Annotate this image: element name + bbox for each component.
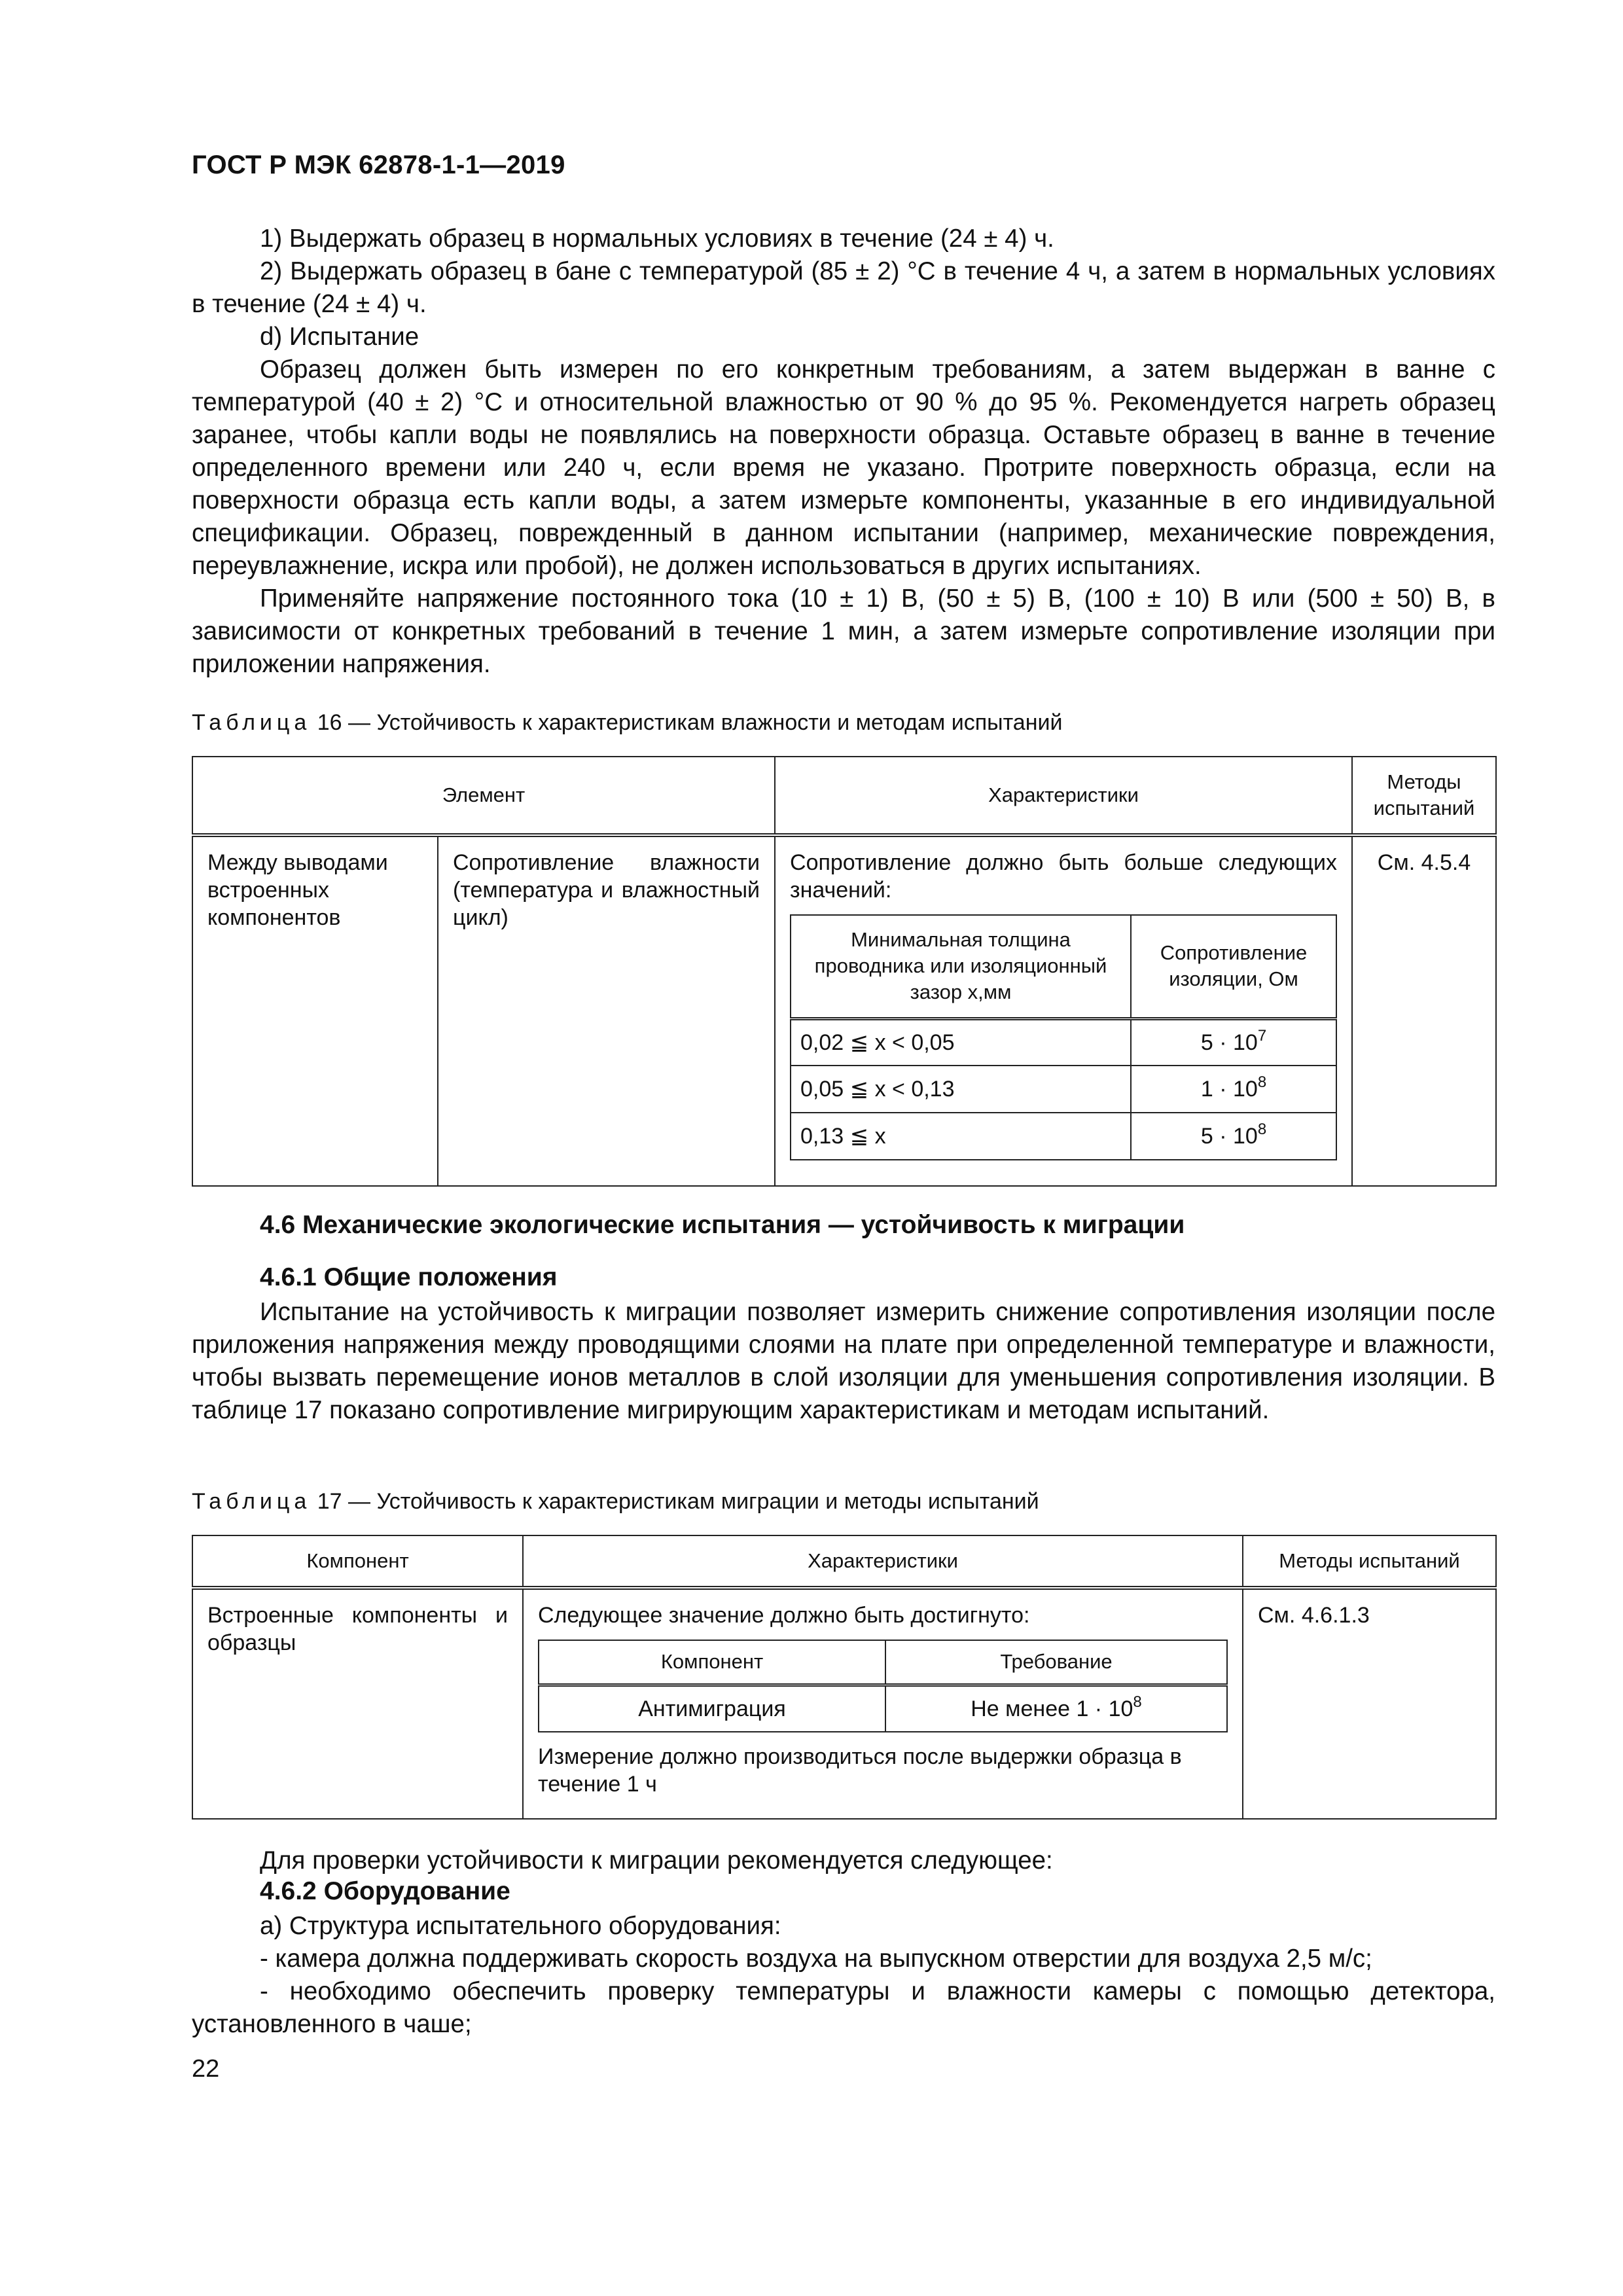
- inner-range: 0,02 ≦ x < 0,05: [791, 1018, 1131, 1066]
- inner-header-thickness: Минимальная толщина проводника или изоляционный зазор x,мм: [791, 915, 1131, 1018]
- inner-header-requirement: Требование: [885, 1640, 1227, 1685]
- table16-header-characteristics: Характеристики: [775, 757, 1352, 835]
- table16-char-text: Сопротивление должно быть больше следующих значений:: [790, 850, 1338, 903]
- table16-element-terminals: Между выводами встроенных компонентов: [192, 835, 438, 1186]
- table17-component: Встроенные компоненты и образцы: [192, 1588, 523, 1819]
- intro-paragraph: Образец должен быть измерен по его конкретным требованиям, а затем выдержан в ванне с температурой (40 ± 2) °С и относительной влажностью от 90 % до 95 %. Рекомендуется нагреть образец заранее, чтобы капли воды не появлялись на поверхности образца. Оставьте образец в ванне в течение определенного времени или 240 ч, если время не указано. Протрите поверхность образца, если на поверхности образца есть капли воды, а затем измерьте компоненты, указанные в его индивидуальной спецификации. Образец, поврежденный в данном испытании (например, механические повреждения, переувлажнение, искра или пробой), не должен использоваться в других испытаниях.: [192, 355, 1495, 580]
- bullet-text: - камера должна поддерживать скорость воздуха на выпускном отверстии для воздуха 2,5 м/с;: [260, 1945, 1372, 1973]
- table17: [192, 1535, 1497, 1820]
- resistance-exponent: 8: [1257, 1073, 1267, 1091]
- section-4-6-heading: 4.6 Механические экологические испытания — устойчивость к миграции: [260, 1211, 1185, 1239]
- table17-header-methods: Методы испытаний: [1243, 1535, 1496, 1588]
- table17-char-text: Следующее значение должно быть достигнуто:: [538, 1603, 1030, 1628]
- table16-characteristics-cell: [775, 835, 1352, 1186]
- inner-resistance: [1131, 1018, 1336, 1066]
- intro-paragraph: 1) Выдержать образец в нормальных условиях в течение (24 ± 4) ч.: [260, 224, 1054, 253]
- table16-caption: [192, 710, 1062, 736]
- table16: [192, 756, 1497, 1187]
- item-a-text: а) Структура испытательного оборудования:: [260, 1912, 781, 1940]
- recommendation-text: Для проверки устойчивости к миграции рекомендуется следующее:: [260, 1846, 1053, 1874]
- document-header: ГОСТ Р МЭК 62878-1-1—2019: [192, 151, 565, 179]
- section-4-6-1-text: Испытание на устойчивость к миграции позволяет измерить снижение сопротивления изоляции после приложения напряжения между проводящими слоями на плате при определенной температуре и влажности, чтобы вызвать перемещение ионов металлов в слой изоляции для уменьшения сопротивления изоляции. В таблице 17 показано сопротивление мигрирующим характеристикам и методам испытаний.: [192, 1298, 1495, 1424]
- inner-range: 0,13 ≦ x: [791, 1113, 1131, 1160]
- inner-component: Антимиграция: [539, 1685, 885, 1732]
- table16-header-methods: Методы испытаний: [1352, 757, 1496, 835]
- table17-caption: [192, 1489, 1039, 1515]
- inner-resistance: [1131, 1066, 1336, 1113]
- table16-header-element: Элемент: [192, 757, 775, 835]
- requirement-exponent: 8: [1133, 1693, 1142, 1711]
- resistance-mantissa: 1 · 10: [1200, 1077, 1258, 1102]
- table16-inner-table: [790, 914, 1337, 1160]
- resistance-exponent: 8: [1257, 1121, 1267, 1138]
- table17-caption-label: Таблица: [192, 1489, 312, 1514]
- inner-range: 0,05 ≦ x < 0,13: [791, 1066, 1131, 1113]
- resistance-mantissa: 5 · 10: [1200, 1124, 1258, 1149]
- requirement-mantissa: Не менее 1 · 10: [971, 1696, 1133, 1721]
- table17-caption-text: 17 — Устойчивость к характеристикам миграции и методы испытаний: [317, 1489, 1039, 1514]
- intro-paragraph: d) Испытание: [260, 323, 419, 351]
- table16-caption-label: Таблица: [192, 710, 312, 735]
- section-4-6-2-heading: 4.6.2 Оборудование: [260, 1877, 510, 1905]
- page-number: 22: [192, 2055, 220, 2083]
- table16-caption-text: 16 — Устойчивость к характеристикам влажности и методам испытаний: [317, 710, 1063, 735]
- table17-characteristics-cell: [523, 1588, 1243, 1819]
- inner-resistance: [1131, 1113, 1336, 1160]
- table17-header-characteristics: Характеристики: [523, 1535, 1243, 1588]
- inner-header-resistance: Сопротивление изоляции, Ом: [1131, 915, 1336, 1018]
- inner-header-component: Компонент: [539, 1640, 885, 1685]
- table17-inner-table: [538, 1640, 1228, 1732]
- table16-method: См. 4.5.4: [1352, 835, 1496, 1186]
- resistance-exponent: 7: [1257, 1026, 1267, 1045]
- bullet-text: - необходимо обеспечить проверку температуры и влажности камеры с помощью детектора, установленного в чаше;: [192, 1977, 1495, 2038]
- intro-paragraph: Применяйте напряжение постоянного тока (10 ± 1) В, (50 ± 5) В, (100 ± 10) В или (500 ± 50) В, в зависимости от конкретных требований в течение 1 мин, а затем измерьте сопротивление изоляции при приложении напряжения.: [192, 584, 1495, 678]
- table17-header-component: Компонент: [192, 1535, 523, 1588]
- intro-paragraph: 2) Выдержать образец в бане с температурой (85 ± 2) °С в течение 4 ч, а затем в нормальных условиях в течение (24 ± 4) ч.: [192, 257, 1495, 318]
- resistance-mantissa: 5 · 10: [1200, 1030, 1258, 1055]
- table17-method: См. 4.6.1.3: [1243, 1588, 1496, 1819]
- section-4-6-1-heading: 4.6.1 Общие положения: [260, 1263, 558, 1291]
- table17-note: Измерение должно производиться после выдержки образца в течение 1 ч: [538, 1744, 1182, 1797]
- inner-requirement: [885, 1685, 1227, 1732]
- table16-element-humidity: Сопротивление влажности (температура и влажностный цикл): [438, 835, 775, 1186]
